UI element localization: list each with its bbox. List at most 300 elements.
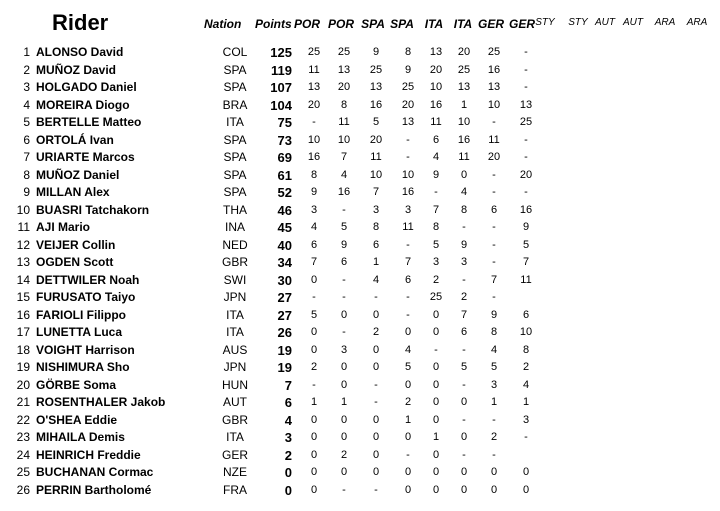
race-result: 13 xyxy=(487,81,501,93)
round-header: AUT xyxy=(595,17,615,28)
rider-points: 119 xyxy=(271,62,292,78)
table-row xyxy=(0,377,720,394)
table-row xyxy=(0,324,720,341)
rider-points: 6 xyxy=(284,395,292,410)
table-row xyxy=(0,202,720,219)
race-result: 6 xyxy=(460,326,468,338)
rider-nation: ITA xyxy=(226,307,244,322)
rider-points: 27 xyxy=(277,290,292,305)
race-result: 0 xyxy=(310,343,318,356)
race-result: 13 xyxy=(369,81,383,93)
race-result: 16 xyxy=(337,186,351,198)
rider-name: MILLAN Alex xyxy=(36,185,110,199)
race-result: - xyxy=(312,378,316,391)
rider-nation: NED xyxy=(222,237,248,252)
rider-position: 11 xyxy=(17,220,30,234)
table-row xyxy=(0,114,720,131)
race-result: 7 xyxy=(522,256,530,268)
round-header: STY xyxy=(568,17,588,28)
race-result: 5 xyxy=(522,238,530,251)
race-result: 7 xyxy=(432,203,440,216)
race-result: - xyxy=(492,291,496,303)
race-result: 25 xyxy=(401,81,415,93)
race-result: 11 xyxy=(458,151,470,163)
race-result: 1 xyxy=(340,396,348,408)
race-result: 0 xyxy=(310,413,318,426)
rider-nation: SPA xyxy=(223,167,247,182)
rider-nation: NZE xyxy=(223,465,247,479)
rider-name: ROSENTHALER Jakob xyxy=(36,395,166,409)
race-result: 11 xyxy=(370,151,382,163)
race-result: 20 xyxy=(429,63,443,76)
race-result: 10 xyxy=(457,116,471,128)
race-result: 11 xyxy=(430,116,442,128)
rider-position: 3 xyxy=(23,80,30,94)
rider-points: 125 xyxy=(270,45,292,60)
rider-position: 6 xyxy=(23,132,30,147)
race-result: - xyxy=(462,273,466,286)
race-result: - xyxy=(342,483,346,496)
race-result: 0 xyxy=(460,466,468,478)
rider-position: 12 xyxy=(16,237,30,252)
table-row xyxy=(0,62,720,79)
race-result: 4 xyxy=(432,151,440,163)
race-result: 10 xyxy=(369,168,383,181)
rider-position: 15 xyxy=(16,290,30,304)
race-result: 9 xyxy=(490,308,498,321)
table-row xyxy=(0,429,720,446)
rider-position: 20 xyxy=(16,377,30,392)
rider-points: 104 xyxy=(270,97,292,113)
race-result: 8 xyxy=(460,203,468,216)
race-result: 4 xyxy=(404,343,412,356)
race-result: 0 xyxy=(404,466,412,478)
race-result: 0 xyxy=(310,273,318,286)
rider-points: 27 xyxy=(277,307,292,323)
race-result: 0 xyxy=(372,466,380,478)
race-result: 7 xyxy=(460,308,468,321)
race-result: 9 xyxy=(404,63,412,76)
race-result: - xyxy=(342,273,346,286)
round-header: AUT xyxy=(623,17,643,28)
race-result: 0 xyxy=(340,308,348,321)
race-result: 8 xyxy=(372,221,380,233)
round-header: SPA xyxy=(361,17,385,31)
race-result: 0 xyxy=(490,466,498,478)
round-header: POR xyxy=(293,17,320,31)
rider-name: FARIOLI Filippo xyxy=(36,307,126,322)
rider-name: VEIJER Collin xyxy=(36,237,116,252)
race-result: 10 xyxy=(337,133,351,146)
race-result: 9 xyxy=(310,186,318,198)
nation-column-header: Nation xyxy=(204,17,242,31)
rider-points: 3 xyxy=(284,430,292,445)
race-result: 11 xyxy=(308,63,320,76)
rider-position: 24 xyxy=(16,447,30,462)
race-result: 13 xyxy=(457,81,471,93)
race-result: 25 xyxy=(369,63,383,76)
race-result: - xyxy=(524,431,528,443)
table-row xyxy=(0,447,720,464)
race-result: 9 xyxy=(432,168,440,181)
race-result: 7 xyxy=(490,273,498,286)
race-result: 0 xyxy=(310,466,318,478)
race-result: - xyxy=(342,203,346,216)
race-result: 2 xyxy=(372,326,380,338)
race-result: 0 xyxy=(310,483,318,496)
rider-name: PERRIN Bartholomé xyxy=(36,482,152,497)
rider-position: 25 xyxy=(16,465,30,479)
rider-nation: INA xyxy=(224,220,245,234)
race-result: 0 xyxy=(340,466,348,478)
race-result: 0 xyxy=(460,396,468,408)
race-result: 8 xyxy=(490,326,498,338)
rider-nation: SPA xyxy=(223,150,247,164)
race-result: 11 xyxy=(338,116,350,128)
race-result: 2 xyxy=(404,396,412,408)
race-result: - xyxy=(524,186,528,198)
rider-position: 26 xyxy=(16,482,30,497)
race-result: 1 xyxy=(460,98,468,111)
race-result: - xyxy=(462,343,466,356)
race-result: 3 xyxy=(522,413,530,426)
race-result: 1 xyxy=(522,396,530,408)
race-result: 7 xyxy=(372,186,380,198)
rider-name: DETTWILER Noah xyxy=(36,272,140,287)
race-result: - xyxy=(524,63,528,76)
rider-name: VOIGHT Harrison xyxy=(36,342,135,357)
race-result: 6 xyxy=(432,133,440,146)
race-result: - xyxy=(524,133,528,146)
table-row xyxy=(0,97,720,114)
race-result: 9 xyxy=(372,46,380,58)
rider-position: 13 xyxy=(16,255,30,269)
table-row xyxy=(0,359,720,376)
race-result: 5 xyxy=(490,361,498,373)
race-result: 10 xyxy=(519,326,533,338)
rider-name: BUCHANAN Cormac xyxy=(36,465,154,479)
rider-name: MUÑOZ David xyxy=(36,62,117,77)
race-result: 1 xyxy=(404,413,412,426)
race-result: 20 xyxy=(457,46,471,58)
standings-header xyxy=(0,0,720,44)
rider-name: BUASRI Tatchakorn xyxy=(36,202,150,217)
race-result: - xyxy=(492,256,496,268)
race-result: 6 xyxy=(310,238,318,251)
rider-name: O'SHEA Eddie xyxy=(36,412,118,427)
rider-points: 52 xyxy=(277,185,292,200)
round-header: POR xyxy=(327,17,354,31)
race-result: - xyxy=(312,116,316,128)
table-row xyxy=(0,44,720,61)
race-result: 0 xyxy=(404,378,412,391)
race-result: - xyxy=(406,133,410,146)
rider-nation: HUN xyxy=(222,377,248,392)
rider-points: 107 xyxy=(270,80,292,95)
race-result: - xyxy=(492,221,496,233)
race-result: 25 xyxy=(519,116,533,128)
rider-name: ORTOLÁ Ivan xyxy=(36,132,114,147)
race-result: 4 xyxy=(372,273,380,286)
rider-nation: GBR xyxy=(221,255,248,269)
race-result: 4 xyxy=(340,168,348,181)
race-result: - xyxy=(342,326,346,338)
race-result: - xyxy=(462,378,466,391)
race-result: 20 xyxy=(369,133,383,146)
race-result: - xyxy=(492,448,496,461)
race-result: 0 xyxy=(404,483,412,496)
race-result: - xyxy=(524,46,528,58)
race-result: 3 xyxy=(372,203,380,216)
round-header: ARA xyxy=(654,17,676,28)
race-result: 6 xyxy=(340,256,348,268)
table-row xyxy=(0,307,720,324)
race-result: 0 xyxy=(372,343,380,356)
race-result: - xyxy=(312,291,316,303)
rider-name: URIARTE Marcos xyxy=(36,150,135,164)
rider-name: HEINRICH Freddie xyxy=(36,447,141,462)
race-result: 20 xyxy=(401,98,415,111)
rider-nation: JPN xyxy=(223,290,247,304)
race-result: 13 xyxy=(307,81,321,93)
race-result: - xyxy=(434,343,438,356)
rider-position: 23 xyxy=(16,430,30,444)
race-result: - xyxy=(374,378,378,391)
race-result: 7 xyxy=(404,256,412,268)
race-result: 1 xyxy=(432,431,440,443)
rider-points: 73 xyxy=(277,132,292,148)
race-result: 0 xyxy=(340,378,348,391)
race-result: 0 xyxy=(432,413,440,426)
table-row xyxy=(0,167,720,184)
table-row xyxy=(0,132,720,149)
rider-points: 7 xyxy=(284,377,292,393)
round-header: ARA xyxy=(686,17,708,28)
race-result: 25 xyxy=(457,63,471,76)
race-result: - xyxy=(492,168,496,181)
rider-position: 7 xyxy=(23,150,30,164)
race-result: - xyxy=(492,116,496,128)
table-row xyxy=(0,412,720,429)
rider-nation: GBR xyxy=(221,412,248,427)
rider-nation: SPA xyxy=(223,80,247,94)
rider-nation: SWI xyxy=(223,272,247,287)
race-result: 0 xyxy=(432,326,440,338)
race-result: - xyxy=(462,413,466,426)
rider-position: 10 xyxy=(16,202,30,217)
race-result: 1 xyxy=(310,396,318,408)
table-row xyxy=(0,289,720,306)
race-result: 20 xyxy=(519,168,533,181)
race-result: 0 xyxy=(522,483,530,496)
race-result: 0 xyxy=(460,483,468,496)
race-result: 2 xyxy=(522,361,530,373)
rider-position: 1 xyxy=(23,45,30,59)
rider-points: 61 xyxy=(277,167,292,183)
race-result: 3 xyxy=(404,203,412,216)
race-result: - xyxy=(374,483,378,496)
rider-nation: AUS xyxy=(222,342,248,357)
race-result: 0 xyxy=(460,431,468,443)
rider-position: 5 xyxy=(23,115,30,129)
rider-nation: BRA xyxy=(222,97,248,112)
rider-name: OGDEN Scott xyxy=(36,255,114,269)
race-result: - xyxy=(406,291,410,303)
race-result: 0 xyxy=(372,431,380,443)
race-result: - xyxy=(374,396,378,408)
race-result: 0 xyxy=(490,483,498,496)
race-result: 20 xyxy=(337,81,351,93)
race-result: 13 xyxy=(429,46,443,58)
race-result: 2 xyxy=(310,361,318,373)
race-result: 0 xyxy=(310,448,318,461)
round-header: STY xyxy=(535,17,555,28)
race-result: 2 xyxy=(460,291,468,303)
table-row xyxy=(0,219,720,236)
race-result: 0 xyxy=(432,466,440,478)
race-result: 5 xyxy=(404,361,412,373)
race-result: - xyxy=(434,186,438,198)
race-result: 25 xyxy=(487,46,501,58)
rider-position: 22 xyxy=(16,412,30,427)
race-result: 0 xyxy=(432,448,440,461)
race-result: 2 xyxy=(490,431,498,443)
rider-points: 46 xyxy=(277,202,292,218)
rider-points: 19 xyxy=(277,342,292,358)
race-result: 0 xyxy=(340,431,348,443)
rider-points: 19 xyxy=(277,360,292,375)
rider-points: 40 xyxy=(277,237,292,253)
rider-points: 2 xyxy=(284,447,292,463)
race-result: 2 xyxy=(340,448,348,461)
race-result: 5 xyxy=(460,361,468,373)
race-result: 6 xyxy=(404,273,412,286)
race-result: 5 xyxy=(432,238,440,251)
race-result: 20 xyxy=(307,98,321,111)
race-result: 16 xyxy=(307,151,321,163)
race-result: 0 xyxy=(432,361,440,373)
race-result: 0 xyxy=(310,431,318,443)
race-result: - xyxy=(462,221,466,233)
race-result: 8 xyxy=(340,98,348,111)
race-result: 4 xyxy=(522,378,530,391)
race-result: 16 xyxy=(457,133,471,146)
race-result: 10 xyxy=(429,81,443,93)
table-row xyxy=(0,342,720,359)
race-result: 10 xyxy=(401,168,415,181)
round-header: ITA xyxy=(453,17,473,31)
race-result: 0 xyxy=(372,413,380,426)
table-row xyxy=(0,272,720,289)
race-result: 3 xyxy=(310,203,318,216)
race-result: 25 xyxy=(337,46,351,58)
rider-nation: ITA xyxy=(226,430,244,444)
rider-name: HOLGADO Daniel xyxy=(36,80,137,94)
race-result: - xyxy=(492,238,496,251)
race-result: 6 xyxy=(372,238,380,251)
race-result: 9 xyxy=(522,221,530,233)
race-result: 6 xyxy=(522,308,530,321)
race-result: - xyxy=(462,448,466,461)
rider-nation: ITA xyxy=(226,115,244,129)
race-result: 0 xyxy=(404,326,412,338)
rider-name: ALONSO David xyxy=(36,45,124,59)
race-result: - xyxy=(524,81,528,93)
race-result: 5 xyxy=(340,221,348,233)
table-row xyxy=(0,79,720,96)
table-row xyxy=(0,237,720,254)
race-result: 0 xyxy=(340,361,348,373)
rider-position: 4 xyxy=(23,97,30,112)
race-result: 16 xyxy=(429,98,443,111)
rider-nation: AUT xyxy=(223,395,247,409)
race-result: 25 xyxy=(429,291,443,303)
rider-points: 34 xyxy=(277,255,292,270)
race-result: 0 xyxy=(522,466,530,478)
race-result: 13 xyxy=(519,98,533,111)
race-result: 1 xyxy=(490,396,498,408)
race-result: - xyxy=(492,413,496,426)
rider-points: 0 xyxy=(284,465,292,480)
rider-position: 2 xyxy=(23,62,30,77)
race-result: 0 xyxy=(404,431,412,443)
race-result: 6 xyxy=(490,203,498,216)
race-result: 0 xyxy=(340,413,348,426)
race-result: 16 xyxy=(369,98,383,111)
race-result: 3 xyxy=(432,256,440,268)
race-result: 5 xyxy=(372,116,380,128)
rider-name: MOREIRA Diogo xyxy=(36,97,130,112)
race-result: 20 xyxy=(487,151,501,163)
rider-position: 14 xyxy=(16,272,30,287)
rider-position: 16 xyxy=(16,307,30,322)
table-row xyxy=(0,184,720,201)
race-result: 11 xyxy=(488,133,500,146)
race-result: 8 xyxy=(432,221,440,233)
race-result: 0 xyxy=(432,396,440,408)
race-result: 0 xyxy=(432,378,440,391)
rider-points: 69 xyxy=(277,150,292,165)
race-result: 7 xyxy=(310,256,318,268)
rider-nation: SPA xyxy=(223,62,247,77)
rider-nation: ITA xyxy=(226,325,244,339)
race-result: 13 xyxy=(337,63,351,76)
rider-nation: THA xyxy=(223,202,247,217)
rider-name: MIHAILA Demis xyxy=(36,430,125,444)
race-result: 0 xyxy=(372,308,380,321)
race-result: - xyxy=(374,291,378,303)
race-result: - xyxy=(406,238,410,251)
race-result: - xyxy=(524,151,528,163)
race-result: 9 xyxy=(340,238,348,251)
table-row xyxy=(0,254,720,271)
rider-name: NISHIMURA Sho xyxy=(36,360,130,374)
race-result: 9 xyxy=(460,238,468,251)
round-header: GER xyxy=(477,17,504,31)
rider-position: 8 xyxy=(23,167,30,182)
race-result: 10 xyxy=(307,133,321,146)
rider-name: BERTELLE Matteo xyxy=(36,115,142,129)
race-result: 3 xyxy=(460,256,468,268)
rider-points: 30 xyxy=(277,272,292,288)
rider-name: FURUSATO Taiyo xyxy=(36,290,136,304)
race-result: 16 xyxy=(519,203,533,216)
race-result: 5 xyxy=(310,308,318,321)
round-header: ITA xyxy=(424,17,444,31)
rider-column-header: Rider xyxy=(52,10,109,35)
rider-nation: COL xyxy=(222,45,248,59)
race-result: 11 xyxy=(402,221,414,233)
